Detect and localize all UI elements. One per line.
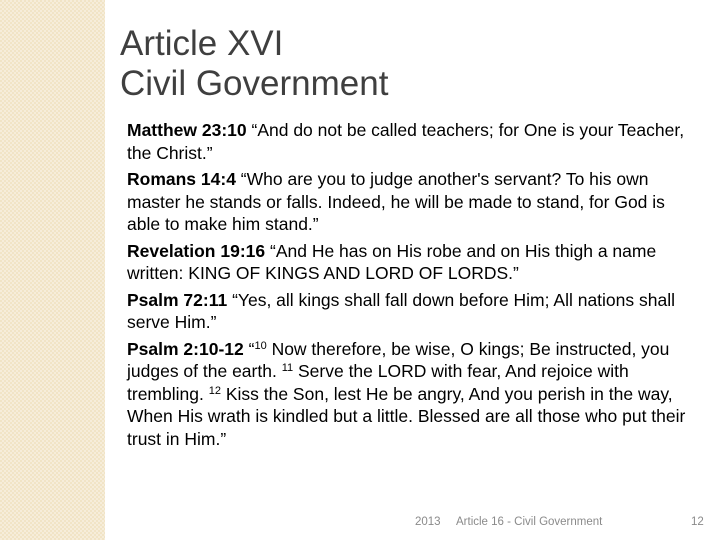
verse-number-10: 10 [254,339,267,352]
verse-matthew [127,119,702,164]
verse-text: “Yes, all kings shall fall down before Him; All nations shall serve Him.” [127,289,675,332]
verse-romans [127,168,702,236]
verse-number-11: 11 [281,361,294,374]
verse-reference: Matthew 23:10 [127,120,247,140]
slide-title [120,24,388,104]
slide-title-line-2: Civil Government [120,64,389,103]
verse-text-10: Now therefore, be wise, O kings; Be instructed, you judges of the earth. [127,338,670,381]
verse-reference: Psalm 2:10-12 [127,338,244,359]
verse-number-12: 12 [208,384,221,397]
footer-page-number: 12 [691,516,704,528]
slide-title-line-1: Article XVI [120,24,284,63]
verse-list [127,119,702,454]
verse-reference: Psalm 72:11 [127,289,228,310]
verse-psalm-2 [127,338,702,451]
verse-psalm-72 [127,289,702,334]
quote-open: “ [243,338,255,359]
verse-text: “Who are you to judge another's servant? To his own master he stands or falls. Indeed, he will be made to stand, for God is able to make him stand.” [127,169,665,234]
footer-year: 2013 [415,516,441,528]
verse-reference: Revelation 19:16 [127,240,266,261]
footer-title: Article 16 - Civil Government [456,516,603,528]
verse-reference: Romans 14:4 [127,169,236,189]
decorative-side-band [0,0,105,540]
verse-text: “And do not be called teachers; for One is your Teacher, the Christ.” [127,120,685,163]
verse-text: “And He has on His robe and on His thigh a name written: KING OF KINGS AND LORD OF LORDS.” [127,240,657,283]
verse-text-11: Serve the LORD with fear, And rejoice with trembling. [127,361,629,404]
verse-revelation [127,240,702,285]
verse-text-12: Kiss the Son, lest He be angry, And you perish in the way, When His wrath is kindled but a little. Blessed are all those who put their trust in Him.” [127,383,686,449]
